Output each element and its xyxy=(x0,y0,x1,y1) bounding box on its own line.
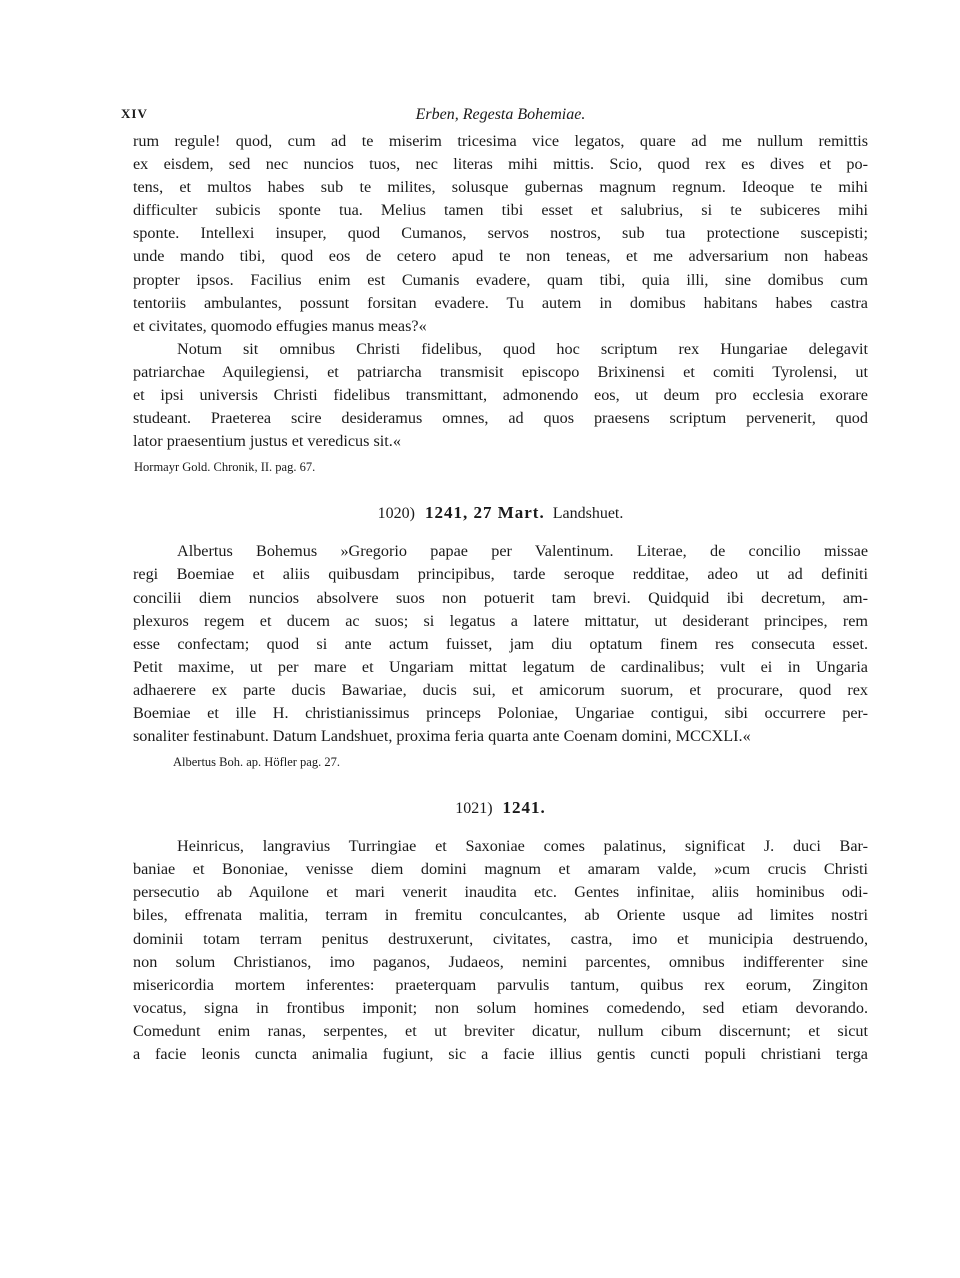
entry-date: 1241. xyxy=(502,798,546,818)
entry-body-1021 xyxy=(133,835,868,1066)
text-line: lator praesentium justus et veredicus sit.« xyxy=(133,432,401,451)
text-line: Heinricus, langravius Turringiae et Saxoniae comes palatinus, significat J. duci Bar- xyxy=(177,837,868,856)
text-line: et ipsi universis Christi fidelibus transmittant, admonendo eos, ut deum pro ecclesia exorare xyxy=(133,386,868,405)
text-line: unde mando tibi, quod eos de cetero apud te non teneas, et me adversarium non habeas xyxy=(133,247,868,266)
text-line: ex eisdem, sed nec nuncios tuos, nec literas mihi mittis. Scio, quod rex es dives et po- xyxy=(133,155,868,174)
text-line: misericordia mortem inferentes: praeterquam parvulis tantum, quibus rex eorum, Zingiton xyxy=(133,975,868,994)
text-line: Petit maxime, ut per mare et Ungariam mittat legatum de cardinalibus; vult ei in Ungaria xyxy=(133,657,868,676)
text-line: non solum Christianos, imo paganos, Judaeos, nemini parcentes, omnibus indifferenter sine xyxy=(133,952,868,971)
text-line: studeant. Praeterea scire desideramus omnes, ad quos praesens scriptum pervenerit, quod xyxy=(133,409,868,428)
text-line: difficulter subicis sponte tua. Melius tamen tibi esset et salubrius, si te subiceres mihi xyxy=(133,201,868,220)
entry-number: 1021) xyxy=(455,800,493,818)
entry-heading-1020 xyxy=(133,501,868,526)
text-line: regi Boemiae et aliis quibusdam principibus, tarde seroque redditae, adeo ut ad definiti xyxy=(133,565,868,584)
text-line: patriarchae Aquilegiensi, et patriarcha transmisit episcopo Brixinensi et comiti Tyrolensi, ut xyxy=(133,362,868,381)
text-line: Notum sit omnibus Christi fidelibus, quod hoc scriptum rex Hungariae delegavit xyxy=(177,339,868,358)
source-citation: Hormayr Gold. Chronik, II. pag. 67. xyxy=(134,460,316,475)
text-line: esse confectam; quod si ante actum fuisset, jam diu optatum finem res consecuta esset. xyxy=(133,634,868,653)
text-line: dominii totam terram penitus destruxerunt, civitates, castra, imo et municipia destruendo, xyxy=(133,929,868,948)
running-title: Erben, Regesta Bohemiae. xyxy=(415,106,586,123)
source-citation: Albertus Boh. ap. Höfler pag. 27. xyxy=(173,755,340,770)
entry-body-1020 xyxy=(133,540,868,748)
text-line: sonaliter festinabunt. Datum Landshuet, proxima feria quarta ante Coenam domini, MCCXLI.« xyxy=(133,727,751,746)
entry-date: 1241, 27 Mart. xyxy=(424,503,545,523)
text-line: rum regule! quod, cum ad te miserim tricesima vice legatos, quare ad me nullum remittis xyxy=(133,132,868,150)
text-line: tens, et multos habes sub te milites, solusque gubernas magnum regnum. Ideoque te mihi xyxy=(133,178,868,197)
text-line: Comedunt enim ranas, serpentes, et ut breviter dicatur, nullum cibum discernunt; et sicut xyxy=(133,1021,868,1040)
text-line: concilii diem nuncios absolvere suos non potuerit tam brevi. Quidquid ibi decretum, am- xyxy=(133,588,868,607)
entry-place: Landshuet. xyxy=(552,505,624,523)
text-line: Boemiae et ille H. christianissimus princeps Poloniae, Ungariae contigui, sibi occurrere per- xyxy=(133,703,868,722)
text-line: plexuros regem et ducem ac suos; si legatus a latere mittatur, ut desiderant principes, rem xyxy=(133,611,868,630)
text-line: propter ipsos. Facilius enim est Cumanis evadere, quam tibi, quia illi, sine domibus cum xyxy=(133,270,868,289)
text-line: persecutio ab Aquilone et mari venerit inaudita etc. Gentes infinitae, aliis hominibus odi- xyxy=(133,883,868,902)
continued-text xyxy=(133,130,868,338)
text-line: a facie leonis cuncta animalia fugiunt, sic a facie illius gentis cuncti populi christiani terga xyxy=(133,1045,868,1063)
text-line: adhaerere ex parte ducis Bawariae, ducis sui, et amicorum suorum, et procurare, quod rex xyxy=(133,680,868,699)
text-line: vocatus, signa in frontibus imponit; non solum homines comedendo, sed etiam devorando. xyxy=(133,998,868,1017)
text-line: tentoriis ambulantes, possunt forsitan evadere. Tu autem in domibus habitans habes castra xyxy=(133,293,868,312)
text-line: Albertus Bohemus »Gregorio papae per Valentinum. Literae, de concilio missae xyxy=(177,542,868,561)
document-page xyxy=(121,100,868,1066)
running-head xyxy=(121,100,868,130)
text-line: biles, effrenata malitia, terram in fremitu conculcantes, ab Oriente usque ad limites nostri xyxy=(133,906,868,925)
entry-heading-1021 xyxy=(133,796,868,821)
paragraph-notum xyxy=(133,338,868,453)
text-line: baniae et Bononiae, venisse diem domini magnum et amaram valde, »cum crucis Christi xyxy=(133,860,868,879)
text-line: et civitates, quomodo effugies manus meas?« xyxy=(133,316,427,335)
text-line: sponte. Intellexi insuper, quod Cumanos, servos nostros, sub tua protectione suscepisti; xyxy=(133,224,868,243)
entry-number: 1020) xyxy=(377,505,415,523)
page-number: XIV xyxy=(121,106,148,121)
